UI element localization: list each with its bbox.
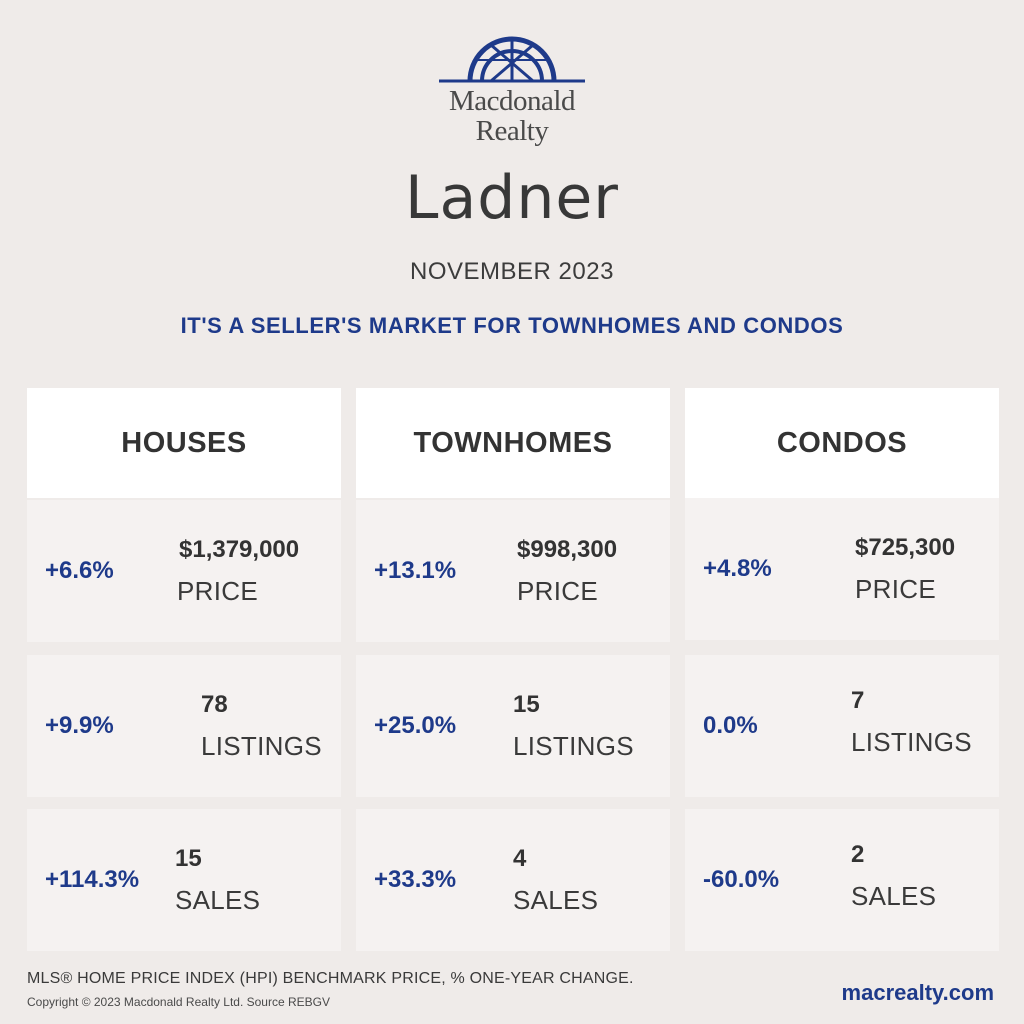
houses-sales-change: +114.3% [45, 866, 140, 893]
townhomes-price-card [356, 500, 670, 642]
houses-sales-value: 15 [175, 845, 202, 872]
condos-sales-card [685, 809, 999, 951]
condos-price-value: $725,300 [855, 534, 956, 561]
townhomes-listings-label: LISTINGS [513, 731, 634, 761]
report-month: NOVEMBER 2023 [410, 258, 614, 285]
townhomes-listings-value: 15 [513, 691, 540, 718]
condos-sales-value: 2 [851, 841, 865, 868]
website-link[interactable]: macrealty.com [841, 980, 994, 1005]
houses-listings-value: 78 [201, 691, 228, 718]
houses-sales-label: SALES [175, 885, 261, 915]
houses-price-card [27, 500, 341, 642]
houses-sales-card [27, 809, 341, 951]
condos-price-change: +4.8% [703, 555, 772, 582]
column-header-houses: HOUSES [27, 388, 341, 498]
hpi-footnote: MLS® HOME PRICE INDEX (HPI) BENCHMARK PRICE, % ONE-YEAR CHANGE. [27, 970, 634, 987]
condos-listings-label: LISTINGS [851, 727, 972, 757]
houses-price-label: PRICE [177, 576, 258, 606]
townhomes-price-change: +13.1% [374, 557, 457, 584]
houses-listings-card [27, 655, 341, 797]
city-title: Ladner [405, 163, 619, 233]
condos-listings-card [685, 655, 999, 797]
houses-price-value: $1,379,000 [179, 536, 300, 563]
condos-sales-label: SALES [851, 881, 937, 911]
townhomes-sales-label: SALES [513, 885, 599, 915]
townhomes-sales-value: 4 [513, 845, 527, 872]
houses-listings-change: +9.9% [45, 712, 114, 739]
condos-price-card [685, 498, 999, 640]
townhomes-price-value: $998,300 [517, 536, 618, 563]
townhomes-sales-card [356, 809, 670, 951]
column-header-townhomes: TOWNHOMES [356, 388, 670, 498]
condos-listings-change: 0.0% [703, 712, 758, 739]
townhomes-sales-change: +33.3% [374, 866, 457, 893]
condos-sales-change: -60.0% [703, 866, 780, 893]
townhomes-price-label: PRICE [517, 576, 598, 606]
copyright-text: Copyright © 2023 Macdonald Realty Ltd. Source REBGV [27, 995, 330, 1009]
condos-listings-value: 7 [851, 687, 865, 714]
condos-price-label: PRICE [855, 574, 936, 604]
brand-name-line2: Realty [475, 115, 549, 147]
market-headline: IT'S A SELLER'S MARKET FOR TOWNHOMES AND CONDOS [180, 313, 844, 338]
compass-rose-arch-icon [437, 36, 587, 86]
houses-price-change: +6.6% [45, 557, 114, 584]
column-header-condos: CONDOS [685, 388, 999, 498]
houses-listings-label: LISTINGS [201, 731, 322, 761]
brand-name-line1: Macdonald [449, 85, 575, 117]
brand-logo [0, 36, 1024, 146]
townhomes-listings-card [356, 655, 670, 797]
townhomes-listings-change: +25.0% [374, 712, 457, 739]
